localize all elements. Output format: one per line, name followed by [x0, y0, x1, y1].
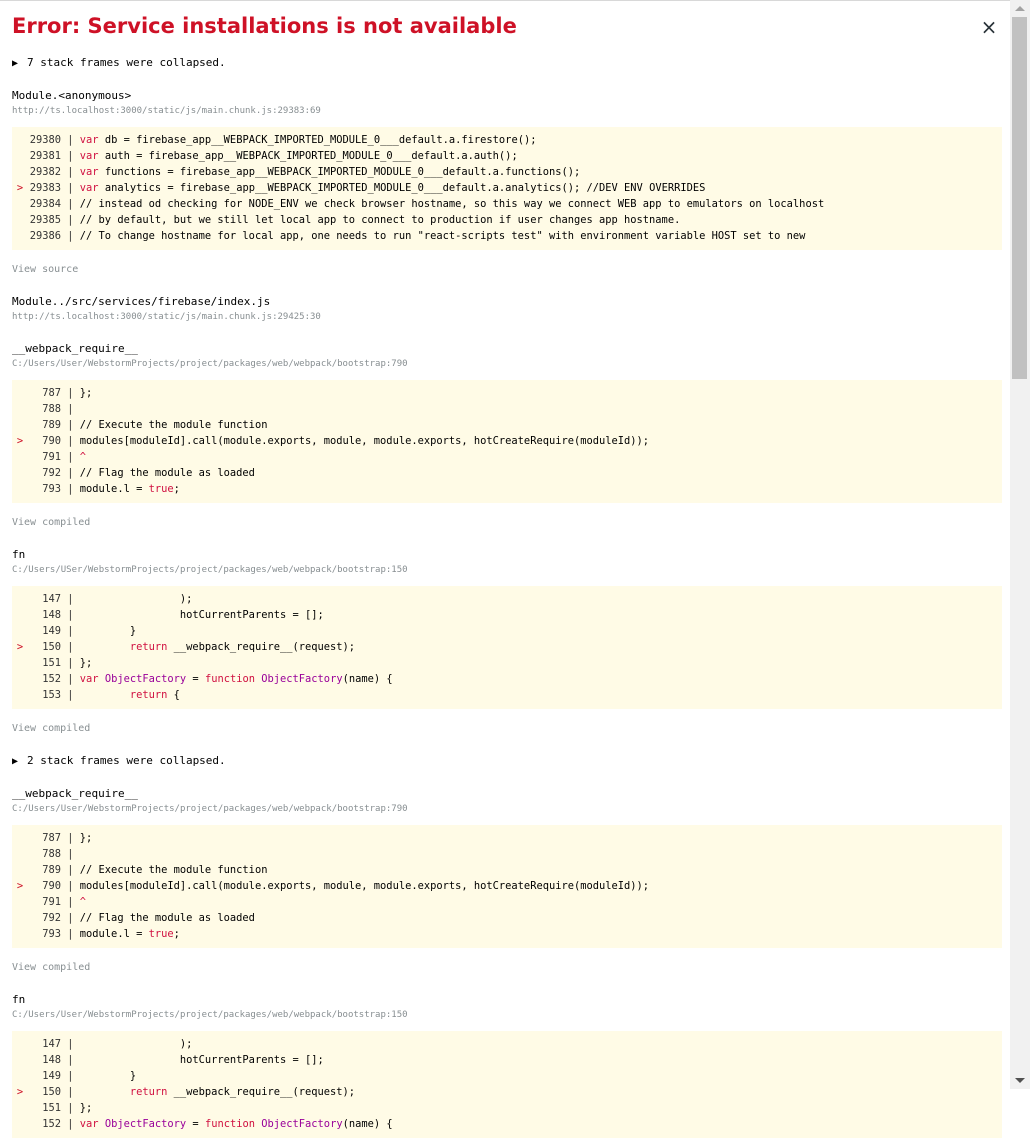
line-number: 29385 — [29, 214, 61, 226]
code-line — [12, 385, 1002, 401]
vertical-scrollbar[interactable] — [1010, 0, 1030, 1089]
code-token: (name) { — [342, 1118, 393, 1130]
close-button[interactable]: × — [980, 15, 998, 39]
stack-frame — [12, 786, 998, 975]
stack-frame — [12, 992, 998, 1138]
collapsed-frames-toggle[interactable] — [12, 55, 998, 71]
line-separator: | — [61, 198, 80, 210]
code-token: function — [204, 673, 255, 685]
code-token: hotCurrentParents = []; — [79, 1054, 324, 1066]
line-separator: | — [61, 864, 80, 876]
line-number: 792 — [42, 467, 61, 479]
frame-file-location[interactable]: http://ts.localhost:3000/static/js/main.chunk.js:29425:30 — [12, 312, 321, 322]
line-separator: | — [61, 214, 80, 226]
line-number: 29381 — [29, 150, 61, 162]
line-number: 793 — [42, 928, 61, 940]
line-number: 29384 — [29, 198, 61, 210]
code-token: modules[moduleId].call(module.exports, module, module.exports, hotCreateRequire(moduleId)); — [79, 435, 650, 447]
code-token: hotCurrentParents = []; — [79, 609, 324, 621]
line-separator: | — [61, 1038, 80, 1050]
line-separator: | — [61, 403, 80, 415]
collapsed-frames-toggle[interactable] — [12, 753, 998, 769]
line-marker: > — [16, 435, 24, 447]
line-number: 148 — [42, 1054, 61, 1066]
line-marker: > — [16, 1086, 24, 1098]
code-token: ^ — [79, 896, 87, 908]
line-number: 789 — [42, 864, 61, 876]
code-token: analytics = firebase_app__WEBPACK_IMPORTED_MODULE_0___default.a.analytics(); //DEV ENV OVERRIDES — [98, 182, 706, 194]
code-token: }; — [79, 657, 93, 669]
code-token: = — [186, 673, 205, 685]
code-snippet — [12, 1031, 1002, 1138]
code-line — [12, 196, 1002, 212]
code-line-highlighted — [12, 433, 1002, 449]
code-token: ; — [173, 483, 180, 495]
code-token: // To change hostname for local app, one needs to run "react-scripts test" with environment variable HOST set to new — [79, 230, 806, 242]
code-token — [80, 641, 130, 653]
line-number: 151 — [42, 657, 61, 669]
scroll-up-arrow-icon[interactable] — [1015, 6, 1025, 11]
line-number: 787 — [42, 387, 61, 399]
line-number: 150 — [42, 1086, 61, 1098]
line-separator: | — [61, 1070, 80, 1082]
stack-frame — [12, 294, 998, 324]
line-number: 147 — [42, 593, 61, 605]
line-number: 149 — [42, 625, 61, 637]
code-snippet — [12, 825, 1002, 948]
code-token: return — [129, 641, 168, 653]
view-toggle-link[interactable]: View compiled — [12, 962, 91, 973]
code-line — [12, 417, 1002, 433]
code-line — [12, 591, 1002, 607]
code-token: ObjectFactory — [104, 1118, 187, 1130]
code-snippet — [12, 586, 1002, 709]
code-line — [12, 623, 1002, 639]
line-number: 789 — [42, 419, 61, 431]
code-token: }; — [79, 1102, 93, 1114]
line-number: 150 — [42, 641, 61, 653]
code-line — [12, 655, 1002, 671]
code-line — [12, 148, 1002, 164]
line-separator: | — [61, 625, 80, 637]
code-token: // Execute the module function — [79, 864, 268, 876]
line-separator: | — [61, 912, 80, 924]
frame-function-name: fn — [12, 993, 26, 1006]
code-snippet — [12, 380, 1002, 503]
line-marker: > — [16, 880, 24, 892]
code-token: = — [186, 1118, 205, 1130]
code-line — [12, 1116, 1002, 1132]
view-toggle-link[interactable]: View source — [12, 264, 79, 275]
line-number: 788 — [42, 848, 61, 860]
code-line — [12, 1052, 1002, 1068]
line-number: 149 — [42, 1070, 61, 1082]
line-marker: > — [16, 182, 24, 194]
code-token: ObjectFactory — [261, 673, 343, 685]
line-separator: | — [61, 419, 80, 431]
code-token: var — [79, 182, 99, 194]
collapsed-frames-label: 2 stack frames were collapsed. — [27, 754, 226, 767]
code-line — [12, 894, 1002, 910]
code-token: __webpack_require__(request); — [167, 641, 356, 653]
code-line-highlighted — [12, 639, 1002, 655]
stack-frames-group — [12, 88, 998, 736]
line-separator: | — [61, 593, 80, 605]
line-marker: > — [16, 641, 24, 653]
code-token: function — [204, 1118, 255, 1130]
code-token: // instead od checking for NODE_ENV we check browser hostname, so this way we connect WEB app to emulators on localhost — [79, 198, 825, 210]
line-number: 793 — [42, 483, 61, 495]
line-separator: | — [61, 435, 80, 447]
code-token: ); — [79, 1038, 193, 1050]
code-token: // by default, but we still let local app to connect to production if user changes app hostname. — [79, 214, 681, 226]
line-number: 29383 — [29, 182, 61, 194]
code-line-highlighted — [12, 180, 1002, 196]
code-line — [12, 830, 1002, 846]
code-token: true — [148, 483, 174, 495]
code-token: __webpack_require__(request); — [167, 1086, 356, 1098]
code-token: ObjectFactory — [261, 1118, 343, 1130]
line-separator: | — [61, 689, 80, 701]
line-separator: | — [61, 451, 80, 463]
code-token — [80, 1086, 130, 1098]
view-toggle-link[interactable]: View compiled — [12, 517, 91, 528]
line-number: 147 — [42, 1038, 61, 1050]
line-separator: | — [61, 1086, 80, 1098]
frame-function-name: __webpack_require__ — [12, 342, 138, 355]
code-line — [12, 846, 1002, 862]
frame-function-name: fn — [12, 548, 26, 561]
code-line — [12, 926, 1002, 942]
stack-frame — [12, 341, 998, 530]
scroll-down-arrow-icon[interactable] — [1015, 1078, 1025, 1083]
code-token: modules[moduleId].call(module.exports, module, module.exports, hotCreateRequire(moduleId)); — [79, 880, 650, 892]
code-token: auth = firebase_app__WEBPACK_IMPORTED_MODULE_0___default.a.auth(); — [98, 150, 518, 162]
line-separator: | — [61, 832, 80, 844]
line-separator: | — [61, 1118, 80, 1130]
code-token: } — [79, 1070, 137, 1082]
line-separator: | — [61, 896, 80, 908]
line-number: 29386 — [29, 230, 61, 242]
line-number: 29382 — [29, 166, 61, 178]
line-number: 153 — [42, 689, 61, 701]
code-line — [12, 862, 1002, 878]
code-token: ); — [79, 593, 193, 605]
code-token: true — [148, 928, 174, 940]
collapsed-frames-label: 7 stack frames were collapsed. — [27, 56, 226, 69]
code-token: (name) { — [342, 673, 393, 685]
line-separator: | — [61, 166, 80, 178]
line-number: 792 — [42, 912, 61, 924]
line-number: 152 — [42, 673, 61, 685]
stack-frames-group — [12, 786, 998, 1138]
line-separator: | — [61, 848, 80, 860]
line-number: 791 — [42, 451, 61, 463]
line-number: 151 — [42, 1102, 61, 1114]
line-separator: | — [61, 467, 80, 479]
frame-file-location[interactable]: C:/Users/User/WebstormProjects/project/packages/web/webpack/bootstrap:790 — [12, 359, 408, 369]
triangle-right-icon: ▶ — [12, 58, 19, 69]
frame-file-location[interactable]: C:/Users/User/WebstormProjects/project/packages/web/webpack/bootstrap:150 — [12, 1010, 408, 1020]
code-token: }; — [79, 832, 93, 844]
code-token: functions = firebase_app__WEBPACK_IMPORTED_MODULE_0___default.a.functions(); — [98, 166, 581, 178]
code-line — [12, 687, 1002, 703]
triangle-right-icon: ▶ — [12, 756, 19, 767]
code-token: module.l = — [79, 928, 149, 940]
code-token: module.l = — [79, 483, 149, 495]
line-separator: | — [61, 387, 80, 399]
line-separator: | — [61, 880, 80, 892]
line-separator: | — [61, 657, 80, 669]
code-token: ^ — [79, 451, 87, 463]
line-separator: | — [61, 230, 80, 242]
frame-file-location[interactable]: C:/Users/USer/WebstormProjects/project/packages/web/webpack/bootstrap:150 — [12, 565, 408, 575]
code-token: } — [79, 625, 137, 637]
code-snippet — [12, 127, 1002, 250]
code-line-highlighted — [12, 878, 1002, 894]
stack-frame — [12, 547, 998, 736]
code-line — [12, 401, 1002, 417]
scrollbar-thumb[interactable] — [1012, 17, 1027, 379]
code-line — [12, 212, 1002, 228]
frame-function-name: Module.<anonymous> — [12, 89, 132, 102]
code-line — [12, 481, 1002, 497]
code-token: // Flag the module as loaded — [79, 912, 255, 924]
code-token: var — [79, 166, 99, 178]
line-separator: | — [61, 1054, 80, 1066]
code-line — [12, 1100, 1002, 1116]
line-number: 791 — [42, 896, 61, 908]
code-token: ObjectFactory — [104, 673, 187, 685]
line-number: 790 — [42, 880, 61, 892]
line-separator: | — [61, 641, 80, 653]
frame-function-name: Module../src/services/firebase/index.js — [12, 295, 271, 308]
frame-file-location[interactable]: C:/Users/User/WebstormProjects/project/packages/web/webpack/bootstrap:790 — [12, 804, 408, 814]
code-line — [12, 910, 1002, 926]
line-separator: | — [61, 182, 80, 194]
frame-file-location[interactable]: http://ts.localhost:3000/static/js/main.chunk.js:29383:69 — [12, 106, 321, 116]
line-separator: | — [61, 928, 80, 940]
line-separator: | — [61, 673, 80, 685]
code-token: db = firebase_app__WEBPACK_IMPORTED_MODULE_0___default.a.firestore(); — [98, 134, 537, 146]
stack-frame — [12, 88, 998, 277]
line-number: 788 — [42, 403, 61, 415]
code-token: }; — [79, 387, 93, 399]
line-number: 152 — [42, 1118, 61, 1130]
line-separator: | — [61, 609, 80, 621]
line-separator: | — [61, 150, 80, 162]
code-line — [12, 228, 1002, 244]
code-token: var — [79, 134, 99, 146]
code-token: return — [129, 689, 168, 701]
line-separator: | — [61, 1102, 80, 1114]
code-token: var — [79, 150, 99, 162]
code-token — [80, 689, 130, 701]
code-line — [12, 449, 1002, 465]
error-content — [0, 1, 1010, 1138]
line-separator: | — [61, 483, 80, 495]
code-token: { — [167, 689, 180, 701]
line-separator: | — [61, 134, 80, 146]
code-token: // Flag the module as loaded — [79, 467, 255, 479]
code-line — [12, 164, 1002, 180]
code-token: var — [79, 1118, 99, 1130]
code-token: return — [129, 1086, 168, 1098]
code-token: var — [79, 673, 99, 685]
line-number: 790 — [42, 435, 61, 447]
code-line-highlighted — [12, 1084, 1002, 1100]
code-line — [12, 1068, 1002, 1084]
line-number: 29380 — [29, 134, 61, 146]
code-line — [12, 607, 1002, 623]
line-number: 148 — [42, 609, 61, 621]
code-line — [12, 132, 1002, 148]
code-token: ; — [173, 928, 180, 940]
code-token: // Execute the module function — [79, 419, 268, 431]
code-line — [12, 465, 1002, 481]
view-toggle-link[interactable]: View compiled — [12, 723, 91, 734]
error-title: Error: Service installations is not available — [12, 14, 517, 38]
code-line — [12, 671, 1002, 687]
code-line — [12, 1036, 1002, 1052]
frame-function-name: __webpack_require__ — [12, 787, 138, 800]
line-number: 787 — [42, 832, 61, 844]
